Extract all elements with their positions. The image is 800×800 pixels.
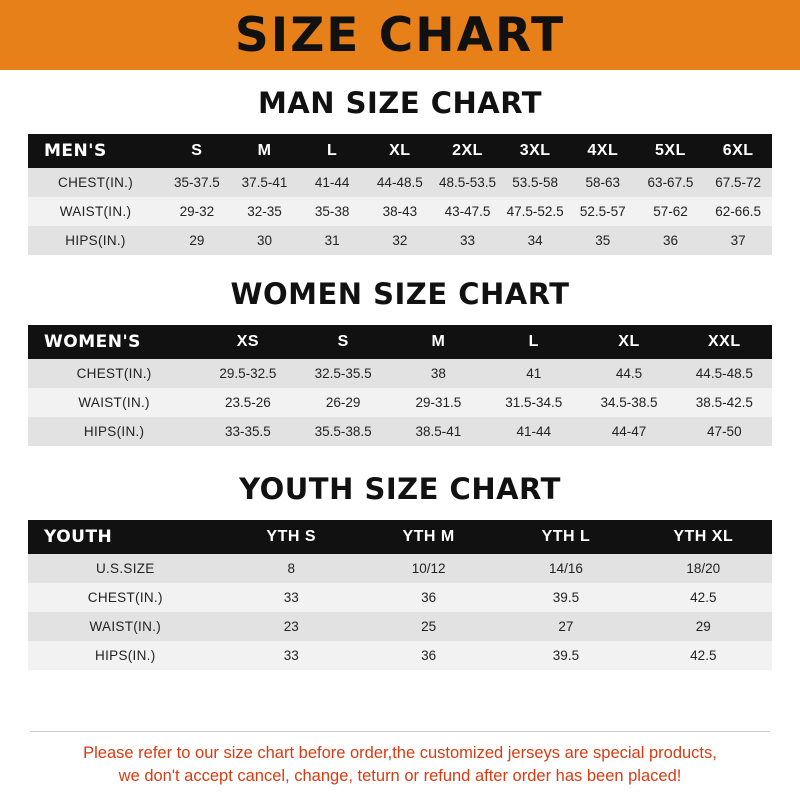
- column-header: XS: [200, 325, 295, 359]
- table-cell: 32-35: [231, 197, 299, 226]
- table-row: [28, 417, 772, 446]
- table-cell: 42.5: [635, 583, 772, 612]
- table-cell: 41-44: [486, 417, 581, 446]
- table-cell: 43-47.5: [434, 197, 502, 226]
- table-cell: 41-44: [298, 168, 366, 197]
- women-section-title: WOMEN SIZE CHART: [230, 277, 570, 311]
- table-cell: 44.5: [581, 359, 676, 388]
- column-header: M: [231, 134, 299, 168]
- column-header: 5XL: [637, 134, 705, 168]
- row-label: CHEST(IN.): [28, 583, 223, 612]
- column-header: M: [391, 325, 486, 359]
- table-cell: 35.5-38.5: [296, 417, 391, 446]
- table-cell: 14/16: [497, 554, 634, 583]
- table-cell: 25: [360, 612, 497, 641]
- column-header: L: [486, 325, 581, 359]
- column-header: S: [296, 325, 391, 359]
- table-row: [28, 612, 772, 641]
- youth-size-table: [28, 520, 772, 670]
- table-cell: 48.5-53.5: [434, 168, 502, 197]
- column-header: XL: [366, 134, 434, 168]
- table-cell: 47.5-52.5: [501, 197, 569, 226]
- women-table-head: [28, 325, 772, 359]
- table-row: [28, 554, 772, 583]
- table-cell: 44-47: [581, 417, 676, 446]
- table-cell: 37.5-41: [231, 168, 299, 197]
- table-cell: 32: [366, 226, 434, 255]
- table-cell: 8: [223, 554, 360, 583]
- table-cell: 33: [223, 583, 360, 612]
- table-cell: 34.5-38.5: [581, 388, 676, 417]
- table-cell: 38.5-42.5: [677, 388, 772, 417]
- table-cell: 63-67.5: [637, 168, 705, 197]
- page-title: SIZE CHART: [234, 7, 566, 63]
- table-cell: 44.5-48.5: [677, 359, 772, 388]
- table-row: [28, 226, 772, 255]
- table-cell: 34: [501, 226, 569, 255]
- table-cell: 38.5-41: [391, 417, 486, 446]
- table-cell: 47-50: [677, 417, 772, 446]
- table-cell: 33-35.5: [200, 417, 295, 446]
- table-cell: 33: [223, 641, 360, 670]
- table-header-row: [28, 325, 772, 359]
- youth-table-wrap: [0, 520, 800, 670]
- table-cell: 29-32: [163, 197, 231, 226]
- table-cell: 39.5: [497, 641, 634, 670]
- table-cell: 30: [231, 226, 299, 255]
- table-row: [28, 641, 772, 670]
- table-cell: 27: [497, 612, 634, 641]
- table-cell: 29: [163, 226, 231, 255]
- table-cell: 57-62: [637, 197, 705, 226]
- table-cell: 53.5-58: [501, 168, 569, 197]
- table-cell: 23: [223, 612, 360, 641]
- table-cell: 36: [637, 226, 705, 255]
- table-cell: 58-63: [569, 168, 637, 197]
- table-cell: 23.5-26: [200, 388, 295, 417]
- table-cell: 44-48.5: [366, 168, 434, 197]
- man-table-body: [28, 168, 772, 255]
- youth-section-title: YOUTH SIZE CHART: [239, 472, 561, 506]
- column-header-rowlabel: MEN'S: [28, 134, 163, 168]
- table-cell: 29-31.5: [391, 388, 486, 417]
- column-header: YTH M: [360, 520, 497, 554]
- row-label: U.S.SIZE: [28, 554, 223, 583]
- table-row: [28, 359, 772, 388]
- table-cell: 31: [298, 226, 366, 255]
- women-size-table: [28, 325, 772, 446]
- table-cell: 42.5: [635, 641, 772, 670]
- table-cell: 29.5-32.5: [200, 359, 295, 388]
- man-section-title: MAN SIZE CHART: [257, 86, 543, 120]
- women-table-wrap: [0, 325, 800, 446]
- table-cell: 18/20: [635, 554, 772, 583]
- column-header-rowlabel: YOUTH: [28, 520, 223, 554]
- table-cell: 31.5-34.5: [486, 388, 581, 417]
- table-cell: 29: [635, 612, 772, 641]
- column-header: S: [163, 134, 231, 168]
- table-cell: 37: [704, 226, 772, 255]
- column-header: XL: [581, 325, 676, 359]
- youth-table-head: [28, 520, 772, 554]
- table-cell: 41: [486, 359, 581, 388]
- table-cell: 62-66.5: [704, 197, 772, 226]
- header-banner: [0, 0, 800, 70]
- column-header: 3XL: [501, 134, 569, 168]
- table-cell: 36: [360, 583, 497, 612]
- table-cell: 39.5: [497, 583, 634, 612]
- table-header-row: [28, 134, 772, 168]
- table-row: [28, 583, 772, 612]
- table-cell: 67.5-72: [704, 168, 772, 197]
- column-header-rowlabel: WOMEN'S: [28, 325, 200, 359]
- column-header: YTH L: [497, 520, 634, 554]
- table-cell: 35: [569, 226, 637, 255]
- column-header: 6XL: [704, 134, 772, 168]
- table-cell: 33: [434, 226, 502, 255]
- note-line-1: Please refer to our size chart before order,the customized jerseys are special products,: [83, 744, 717, 763]
- youth-table-body: [28, 554, 772, 670]
- row-label: HIPS(IN.): [28, 226, 163, 255]
- table-cell: 35-37.5: [163, 168, 231, 197]
- column-header: 4XL: [569, 134, 637, 168]
- column-header: 2XL: [434, 134, 502, 168]
- row-label: HIPS(IN.): [28, 641, 223, 670]
- row-label: WAIST(IN.): [28, 197, 163, 226]
- row-label: WAIST(IN.): [28, 612, 223, 641]
- row-label: CHEST(IN.): [28, 168, 163, 197]
- table-header-row: [28, 520, 772, 554]
- table-row: [28, 197, 772, 226]
- table-row: [28, 388, 772, 417]
- table-cell: 52.5-57: [569, 197, 637, 226]
- footer-note: [0, 731, 800, 788]
- table-cell: 10/12: [360, 554, 497, 583]
- table-cell: 36: [360, 641, 497, 670]
- man-table-wrap: [0, 134, 800, 255]
- women-table-body: [28, 359, 772, 446]
- divider: [30, 731, 770, 732]
- column-header: XXL: [677, 325, 772, 359]
- row-label: WAIST(IN.): [28, 388, 200, 417]
- table-cell: 35-38: [298, 197, 366, 226]
- table-cell: 26-29: [296, 388, 391, 417]
- column-header: YTH XL: [635, 520, 772, 554]
- man-table-head: [28, 134, 772, 168]
- table-cell: 38: [391, 359, 486, 388]
- table-cell: 38-43: [366, 197, 434, 226]
- column-header: L: [298, 134, 366, 168]
- row-label: CHEST(IN.): [28, 359, 200, 388]
- row-label: HIPS(IN.): [28, 417, 200, 446]
- table-row: [28, 168, 772, 197]
- note-line-2: we don't accept cancel, change, teturn or refund after order has been placed!: [118, 767, 682, 786]
- man-size-table: [28, 134, 772, 255]
- table-cell: 32.5-35.5: [296, 359, 391, 388]
- column-header: YTH S: [223, 520, 360, 554]
